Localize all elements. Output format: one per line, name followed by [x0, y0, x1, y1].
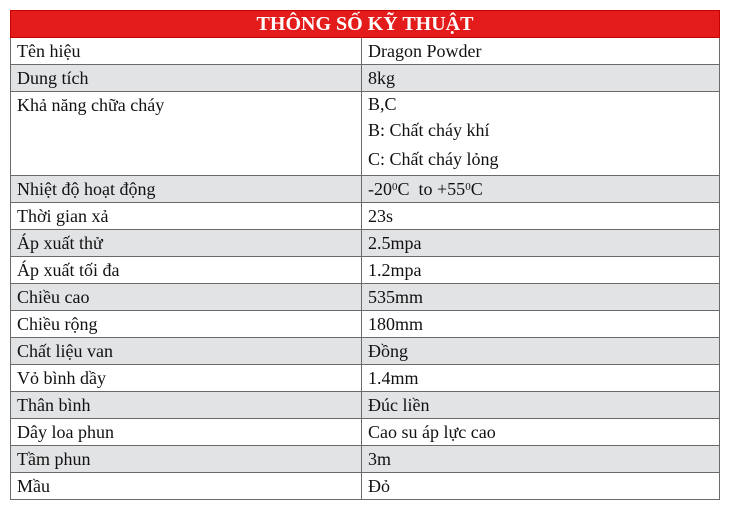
table-row: [11, 257, 720, 284]
row-label: Dây loa phun: [11, 419, 362, 446]
row-label: Áp xuất thử: [11, 230, 362, 257]
row-value-line: C: Chất cháy lỏng: [368, 149, 499, 169]
temp-unit: C: [397, 179, 410, 199]
row-value-temperature: [362, 176, 720, 203]
table-row: [11, 365, 720, 392]
temp-high: +55: [437, 179, 466, 199]
row-value: 1.4mm: [362, 365, 720, 392]
row-label: Vỏ bình dầy: [11, 365, 362, 392]
row-label: Tên hiệu: [11, 38, 362, 65]
table-row: [11, 176, 720, 203]
row-value: 1.2mpa: [362, 257, 720, 284]
table-row: [11, 230, 720, 257]
row-label: Chất liệu van: [11, 338, 362, 365]
row-value: 23s: [362, 203, 720, 230]
row-value: 2.5mpa: [362, 230, 720, 257]
degree-sign: 0: [465, 181, 471, 193]
row-value: Cao su áp lực cao: [362, 419, 720, 446]
row-value: Đỏ: [362, 473, 720, 500]
table-row: [11, 92, 720, 176]
temp-low: -20: [368, 179, 392, 199]
row-value-line: B: Chất cháy khí: [368, 120, 490, 140]
row-value: 535mm: [362, 284, 720, 311]
row-value: 180mm: [362, 311, 720, 338]
table-row: [11, 392, 720, 419]
row-label: Áp xuất tối đa: [11, 257, 362, 284]
table-row: [11, 38, 720, 65]
table-row: [11, 284, 720, 311]
row-label: Tầm phun: [11, 446, 362, 473]
row-value: Đồng: [362, 338, 720, 365]
row-label: Thời gian xả: [11, 203, 362, 230]
row-label: Chiều rộng: [11, 311, 362, 338]
table-row: [11, 203, 720, 230]
row-value-multi: [362, 92, 720, 176]
degree-sign: 0: [392, 181, 398, 193]
temp-unit: C: [470, 179, 483, 199]
row-label: Mầu: [11, 473, 362, 500]
row-label: Thân bình: [11, 392, 362, 419]
table-row: [11, 311, 720, 338]
temp-joiner: to: [418, 179, 433, 199]
row-value: Dragon Powder: [362, 38, 720, 65]
spec-table: [10, 10, 720, 500]
table-row: [11, 473, 720, 500]
title-row: [11, 11, 720, 38]
table-title: THÔNG SỐ KỸ THUẬT: [11, 11, 720, 38]
row-value: 8kg: [362, 65, 720, 92]
table-row: [11, 338, 720, 365]
row-label: Chiều cao: [11, 284, 362, 311]
row-label: Dung tích: [11, 65, 362, 92]
row-label: Khả năng chữa cháy: [11, 92, 362, 176]
row-label: Nhiệt độ hoạt động: [11, 176, 362, 203]
table-row: [11, 446, 720, 473]
table-row: [11, 419, 720, 446]
row-value: 3m: [362, 446, 720, 473]
row-value: Đúc liền: [362, 392, 720, 419]
table-row: [11, 65, 720, 92]
row-value-line: B,C: [368, 94, 397, 114]
